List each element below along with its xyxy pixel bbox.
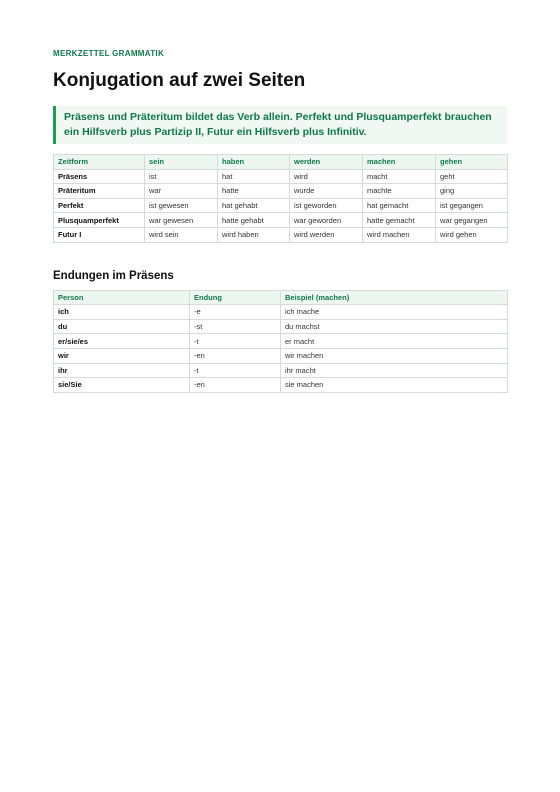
column-header-beispiel: Beispiel (machen): [281, 290, 508, 305]
table-header-row: [54, 290, 508, 305]
column-header-machen: machen: [363, 155, 436, 170]
ending-cell: -st: [190, 319, 281, 334]
table-cell: wurde: [290, 184, 363, 199]
ending-cell: -en: [190, 348, 281, 363]
person-label: er/sie/es: [54, 334, 190, 349]
column-header-haben: haben: [218, 155, 290, 170]
table-cell: wird haben: [218, 227, 290, 242]
table-row: [54, 319, 508, 334]
table-row: [54, 227, 508, 242]
table-cell: war: [145, 184, 218, 199]
table-cell: war geworden: [290, 213, 363, 228]
table-row: [54, 348, 508, 363]
table-cell: ist geworden: [290, 198, 363, 213]
ending-cell: -t: [190, 334, 281, 349]
summary-callout: Präsens und Präteritum bildet das Verb allein. Perfekt und Plusquamperfekt brauchen ein Hilfsverb plus Partizip II, Futur ein Hilfsverb plus Infinitiv.: [53, 106, 507, 144]
person-label: sie/Sie: [54, 378, 190, 393]
tense-label: Futur I: [54, 227, 145, 242]
page-title: Konjugation auf zwei Seiten: [53, 70, 306, 91]
column-header-werden: werden: [290, 155, 363, 170]
table-row: [54, 305, 508, 320]
person-label: ich: [54, 305, 190, 320]
person-label: du: [54, 319, 190, 334]
table-cell: wird: [290, 169, 363, 184]
ending-cell: -en: [190, 378, 281, 393]
table-row: [54, 169, 508, 184]
table-row: [54, 213, 508, 228]
column-header-zeitform: Zeitform: [54, 155, 145, 170]
table-row: [54, 334, 508, 349]
column-header-gehen: gehen: [436, 155, 508, 170]
tense-label: Plusquamperfekt: [54, 213, 145, 228]
table-cell: wird sein: [145, 227, 218, 242]
table-cell: ist: [145, 169, 218, 184]
table-cell: machte: [363, 184, 436, 199]
ending-cell: -e: [190, 305, 281, 320]
endings-table: [53, 290, 508, 393]
example-cell: sie machen: [281, 378, 508, 393]
table-header-row: [54, 155, 508, 170]
table-cell: wird gehen: [436, 227, 508, 242]
column-header-person: Person: [54, 290, 190, 305]
table-cell: hatte gemacht: [363, 213, 436, 228]
tense-label: Präsens: [54, 169, 145, 184]
table-cell: hatte gehabt: [218, 213, 290, 228]
table-row: [54, 198, 508, 213]
table-row: [54, 363, 508, 378]
table-cell: war gegangen: [436, 213, 508, 228]
tense-label: Präteritum: [54, 184, 145, 199]
section-heading-endings: Endungen im Präsens: [53, 269, 174, 282]
example-cell: ich mache: [281, 305, 508, 320]
person-label: ihr: [54, 363, 190, 378]
table-row: [54, 184, 508, 199]
table-cell: ist gewesen: [145, 198, 218, 213]
tense-label: Perfekt: [54, 198, 145, 213]
table-cell: ging: [436, 184, 508, 199]
table-cell: wird werden: [290, 227, 363, 242]
example-cell: wir machen: [281, 348, 508, 363]
table-cell: ist gegangen: [436, 198, 508, 213]
conjugation-table: [53, 154, 508, 243]
table-cell: wird machen: [363, 227, 436, 242]
example-cell: du machst: [281, 319, 508, 334]
table-cell: hat gemacht: [363, 198, 436, 213]
table-cell: hat: [218, 169, 290, 184]
eyebrow-label: MERKZETTEL GRAMMATIK: [53, 49, 165, 58]
column-header-sein: sein: [145, 155, 218, 170]
table-cell: hat gehabt: [218, 198, 290, 213]
table-cell: macht: [363, 169, 436, 184]
table-cell: hatte: [218, 184, 290, 199]
column-header-endung: Endung: [190, 290, 281, 305]
example-cell: er macht: [281, 334, 508, 349]
ending-cell: -t: [190, 363, 281, 378]
example-cell: ihr macht: [281, 363, 508, 378]
table-row: [54, 378, 508, 393]
person-label: wir: [54, 348, 190, 363]
table-cell: geht: [436, 169, 508, 184]
table-cell: war gewesen: [145, 213, 218, 228]
